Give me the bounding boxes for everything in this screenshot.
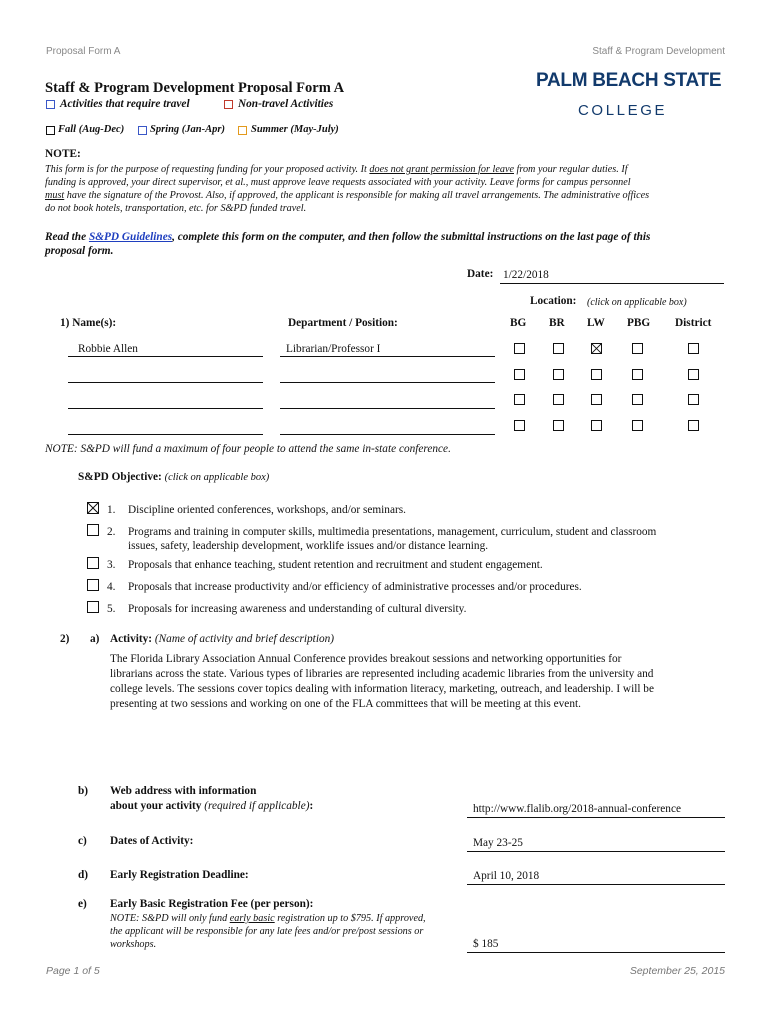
deadline-label: Early Registration Deadline: (110, 869, 249, 881)
location-col-pbg: PBG (627, 317, 651, 329)
summer-label: Summer (May-July) (251, 124, 339, 135)
logo-line2: COLLEGE (578, 102, 668, 119)
location-label: Location: (530, 295, 577, 307)
fee-label: Early Basic Registration Fee (per person): (110, 898, 314, 910)
objective-checkbox[interactable] (87, 579, 99, 591)
section-2-number: 2) (60, 633, 70, 645)
objective-checkbox[interactable] (87, 601, 99, 613)
spring-checkbox[interactable] (138, 126, 147, 135)
location-checkbox-pbg[interactable] (632, 394, 643, 405)
note-heading: NOTE: (45, 148, 81, 160)
location-col-lw: LW (587, 317, 605, 329)
location-checkbox-pbg[interactable] (632, 343, 643, 354)
objective-checkbox[interactable] (87, 502, 99, 514)
dates-field[interactable]: May 23-25 (473, 837, 523, 849)
note-line-3: must have the signature of the Provost. Also, if approved, the applicant is responsible for making all travel arrangements. The administrative offices (45, 190, 650, 201)
location-col-district: District (675, 317, 712, 329)
revision-date: September 25, 2015 (629, 965, 725, 977)
guidelines-link[interactable]: S&PD Guidelines (88, 231, 173, 243)
dates-label: Dates of Activity: (110, 835, 194, 847)
non-travel-checkbox[interactable] (224, 100, 233, 109)
location-checkbox-district[interactable] (688, 369, 699, 380)
department-label: Department / Position: (288, 317, 398, 329)
location-checkbox-bg[interactable] (514, 343, 525, 354)
fee-field[interactable]: $ 185 (473, 938, 499, 950)
location-checkbox-district[interactable] (688, 420, 699, 431)
objective-text: Proposals for increasing awareness and understanding of cultural diversity. (128, 603, 467, 615)
location-checkbox-district[interactable] (688, 394, 699, 405)
web-address-label-1: Web address with information (110, 785, 257, 797)
objective-checkbox[interactable] (87, 557, 99, 569)
objective-text: Discipline oriented conferences, workshops, and/or seminars. (128, 504, 406, 516)
location-col-bg: BG (510, 317, 527, 329)
deadline-field[interactable]: April 10, 2018 (473, 870, 540, 882)
location-checkbox-br[interactable] (553, 343, 564, 354)
note-line-4: do not book hotels, transportation, etc. for S&PD funded travel. (45, 203, 307, 214)
header-right: Staff & Program Development (592, 46, 725, 57)
travel-label: Activities that require travel (60, 98, 190, 110)
dates-letter: c) (78, 835, 87, 847)
deadline-letter: d) (78, 869, 89, 881)
fee-note-line-3: workshops. (110, 939, 157, 950)
names-label: 1) Name(s): (60, 317, 117, 329)
web-address-field[interactable]: http://www.flalib.org/2018-annual-conference (473, 803, 681, 815)
web-address-letter: b) (78, 785, 89, 797)
header-left: Proposal Form A (46, 46, 121, 57)
fee-note-line-2: the applicant will be responsible for any late fees and/or pre/post sessions or (110, 926, 424, 937)
fall-label: Fall (Aug-Dec) (58, 124, 125, 135)
summer-checkbox[interactable] (238, 126, 247, 135)
date-value[interactable]: 1/22/2018 (503, 269, 549, 281)
objective-text: Proposals that enhance teaching, student retention and recruitment and student engagement. (128, 559, 543, 571)
fall-checkbox[interactable] (46, 126, 55, 135)
note-line-2: funding is approved, your direct supervisor, et al., must approve leave requests associated with your activity. Leave forms for campus personnel (45, 177, 631, 188)
location-checkbox-lw[interactable] (591, 343, 602, 354)
location-checkbox-bg[interactable] (514, 369, 525, 380)
funding-note: NOTE: S&PD will fund a maximum of four people to attend the same in-state conference. (45, 443, 451, 455)
location-checkbox-district[interactable] (688, 343, 699, 354)
travel-checkbox[interactable] (46, 100, 55, 109)
location-checkbox-pbg[interactable] (632, 369, 643, 380)
location-col-br: BR (549, 317, 565, 329)
fee-letter: e) (78, 898, 87, 910)
spring-label: Spring (Jan-Apr) (150, 124, 225, 135)
department-field[interactable]: Librarian/Professor I (286, 343, 381, 355)
instructions-line-2: proposal form. (45, 245, 114, 257)
location-checkbox-lw[interactable] (591, 394, 602, 405)
location-checkbox-bg[interactable] (514, 420, 525, 431)
location-checkbox-lw[interactable] (591, 420, 602, 431)
objective-text: issues, safety, leadership development, worklife issues and/or distance learning. (128, 540, 489, 552)
location-checkbox-bg[interactable] (514, 394, 525, 405)
objective-checkbox[interactable] (87, 524, 99, 536)
fee-note-line-1: NOTE: S&PD will only fund early basic registration up to $795. If approved, (110, 913, 426, 924)
location-checkbox-br[interactable] (553, 369, 564, 380)
date-label: Date: (467, 268, 494, 280)
web-address-label-2: about your activity (required if applicable): (110, 800, 314, 812)
objective-heading: S&PD Objective: (click on applicable box) (78, 471, 270, 483)
logo-line1: PALM BEACH STATE (536, 70, 722, 91)
name-field[interactable]: Robbie Allen (78, 343, 138, 355)
note-line-1: This form is for the purpose of requesting funding for your proposed activity. It does not grant permission for leave from your regular duties. If (45, 164, 628, 175)
page-number: Page 1 of 5 (46, 965, 100, 977)
location-checkbox-pbg[interactable] (632, 420, 643, 431)
location-checkbox-lw[interactable] (591, 369, 602, 380)
location-hint: (click on applicable box) (587, 297, 687, 308)
page-title: Staff & Program Development Proposal Form A (45, 80, 345, 96)
non-travel-label: Non-travel Activities (238, 98, 334, 110)
location-checkbox-br[interactable] (553, 420, 564, 431)
location-checkbox-br[interactable] (553, 394, 564, 405)
instructions-line-1: Read the S&PD Guidelines, complete this form on the computer, and then follow the submittal instructions on the last page of this (45, 231, 651, 243)
objective-text: Programs and training in computer skills, multimedia presentations, management, curriculum, student and classroom (128, 526, 657, 538)
activity-heading: Activity: (Name of activity and brief description) (110, 633, 335, 645)
activity-letter: a) (90, 633, 100, 645)
date-underline (500, 283, 724, 284)
objective-text: Proposals that increase productivity and/or efficiency of administrative processes and/or procedures. (128, 581, 582, 593)
